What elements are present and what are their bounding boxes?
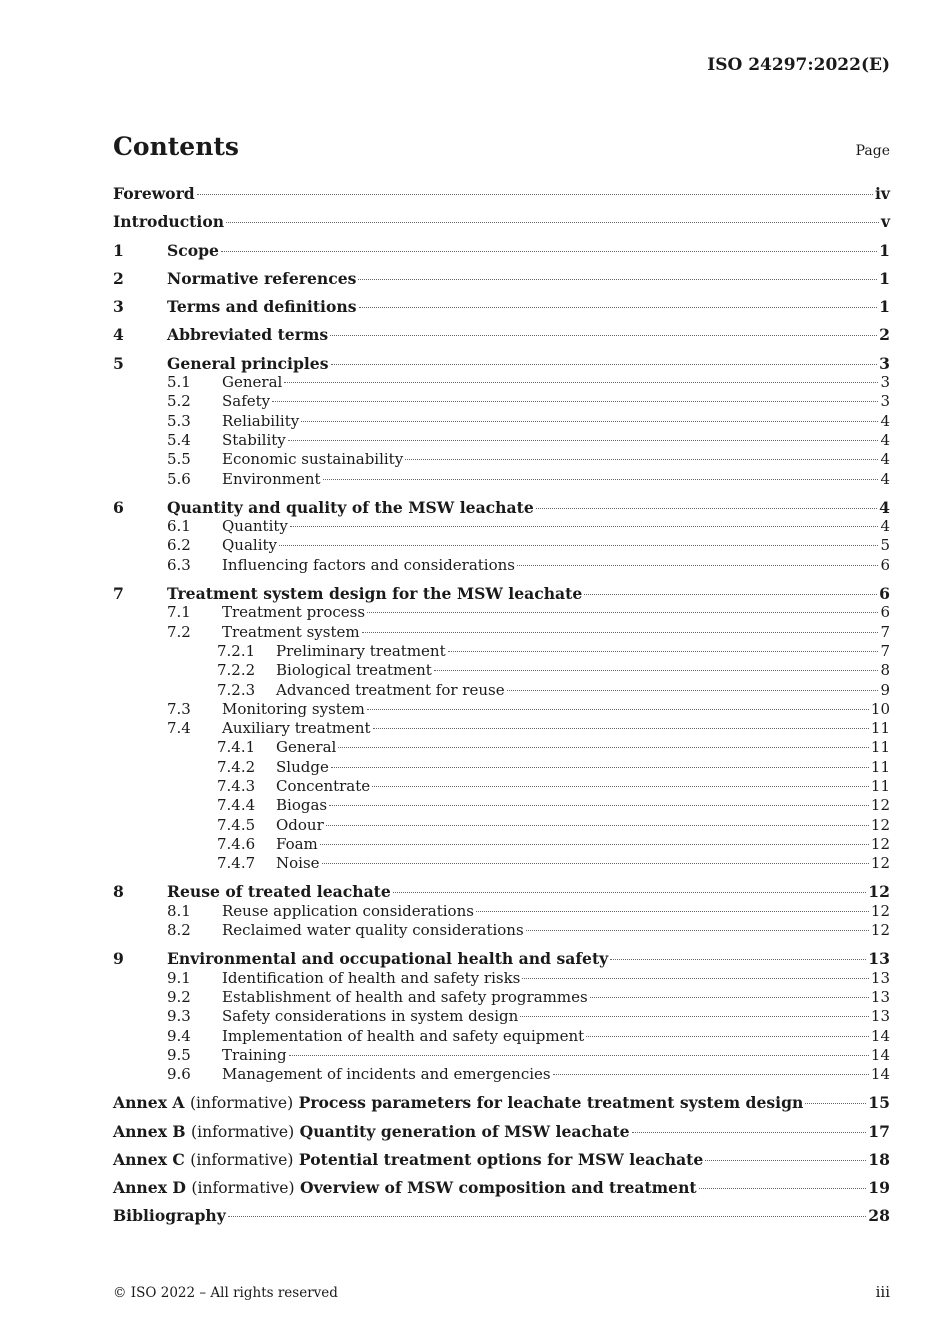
toc-entry-number: 6 <box>113 497 124 517</box>
toc-entry[interactable] <box>113 642 890 661</box>
toc-entry-number: 7.4.2 <box>217 757 256 776</box>
toc-entry[interactable] <box>113 1178 890 1197</box>
toc-entry-page: iv <box>875 184 890 203</box>
toc-entry-page: 4 <box>880 430 890 449</box>
footer-page-number: iii <box>875 1283 890 1301</box>
toc-entry-title: Quantity <box>222 517 288 536</box>
toc-entry[interactable] <box>113 184 890 203</box>
toc-entry-number: 5.3 <box>167 411 191 430</box>
toc-entry[interactable] <box>113 988 890 1007</box>
annex-title: Overview of MSW composition and treatment <box>300 1178 697 1198</box>
dot-leader <box>522 978 869 979</box>
toc-entry-title: Bibliography <box>113 1206 226 1226</box>
toc-entry-number: 7.4.1 <box>217 738 256 757</box>
toc-entry-title: Environmental and occupational health and safety <box>167 949 609 969</box>
toc-entry-page: 14 <box>870 1065 890 1084</box>
toc-entry-page: 12 <box>870 796 890 815</box>
toc-entry-number: 5.5 <box>167 450 191 469</box>
toc-entry[interactable] <box>113 969 890 988</box>
toc-entry-title: Advanced treatment for reuse <box>276 680 505 699</box>
toc-entry-title <box>113 1178 697 1198</box>
toc-entry-title: Training <box>222 1045 287 1064</box>
annex-qualifier: (informative) <box>191 1179 295 1198</box>
toc-entry-title: Abbreviated terms <box>167 325 329 345</box>
toc-entry-number: 4 <box>113 325 124 345</box>
dot-leader <box>373 728 869 729</box>
toc-entry[interactable] <box>113 269 890 288</box>
toc-entry-title: Concentrate <box>276 776 371 795</box>
toc-entry-page: 11 <box>870 719 890 738</box>
toc-entry-title: Management of incidents and emergencies <box>222 1065 551 1084</box>
toc-entry[interactable] <box>113 700 890 719</box>
annex-qualifier: (informative) <box>189 1094 294 1113</box>
toc-entry-number: 7.4.7 <box>217 854 256 873</box>
toc-entry[interactable] <box>113 623 890 642</box>
toc-entry-title: Implementation of health and safety equipment <box>222 1026 585 1045</box>
toc-entry-title: Monitoring system <box>222 699 365 718</box>
toc-entry[interactable] <box>113 373 890 392</box>
dot-leader <box>367 709 869 710</box>
toc-entry-page: 19 <box>868 1178 890 1198</box>
toc-entry-title: Economic sustainability <box>222 450 404 469</box>
toc-entry[interactable] <box>113 1046 890 1065</box>
dot-leader <box>322 863 869 864</box>
dot-leader <box>367 612 878 613</box>
toc-entry-page: 13 <box>870 1007 890 1026</box>
toc-entry[interactable] <box>113 556 890 575</box>
toc-entry-number: 7.2 <box>167 622 191 641</box>
toc-entry-number: 5.1 <box>167 373 191 392</box>
toc-entry-title: General <box>222 373 283 392</box>
toc-entry[interactable] <box>113 584 890 603</box>
toc-entry-page: 3 <box>880 392 890 411</box>
toc-entry[interactable] <box>113 816 890 835</box>
toc-entry-title: Terms and definitions <box>167 297 357 317</box>
dot-leader <box>699 1188 867 1189</box>
dot-leader <box>331 767 869 768</box>
dot-leader <box>331 364 878 365</box>
dot-leader <box>805 1103 866 1104</box>
toc-entry-number: 7.2.1 <box>217 641 256 660</box>
dot-leader <box>228 1216 867 1217</box>
dot-leader <box>320 844 869 845</box>
toc-entry-page: 15 <box>868 1093 890 1113</box>
dot-leader <box>586 1036 869 1037</box>
toc-entry-page: 7 <box>880 641 890 660</box>
toc-entry-page: 13 <box>870 968 890 987</box>
toc-entry[interactable] <box>113 1122 890 1141</box>
toc-entry[interactable] <box>113 392 890 411</box>
toc-entry-page: 6 <box>880 555 890 574</box>
annex-label: Annex A <box>113 1093 185 1113</box>
toc-entry-title: Auxiliary treatment <box>222 719 371 738</box>
toc-entry-title: Biological treatment <box>276 661 432 680</box>
dot-leader <box>448 651 879 652</box>
annex-title: Quantity generation of MSW leachate <box>299 1121 630 1141</box>
dot-leader <box>590 997 869 998</box>
toc-entry-page: 14 <box>870 1045 890 1064</box>
toc-entry-page: 4 <box>879 497 890 517</box>
toc-entry[interactable] <box>113 470 890 489</box>
toc-entry-title: Preliminary treatment <box>276 641 446 660</box>
toc-entry[interactable] <box>113 1007 890 1026</box>
toc-entry-page: 6 <box>879 583 890 603</box>
toc-entry-number: 7 <box>113 583 124 603</box>
toc-entry[interactable] <box>113 517 890 536</box>
toc-entry-page: 13 <box>870 987 890 1006</box>
toc-entry-title: Treatment system <box>222 622 360 641</box>
annex-title: Potential treatment options for MSW leachate <box>298 1149 704 1169</box>
dot-leader <box>705 1160 866 1161</box>
toc-entry-page: 12 <box>870 834 890 853</box>
toc-entry-number: 5.6 <box>167 469 191 488</box>
dot-leader <box>536 508 877 509</box>
toc-entry-title: Scope <box>167 240 219 260</box>
toc-entry[interactable] <box>113 412 890 431</box>
toc-entry-page: 28 <box>868 1206 890 1226</box>
toc-entry-title: Reliability <box>222 411 300 430</box>
annex-label: Annex D <box>113 1178 186 1198</box>
toc-entry-page: 18 <box>868 1149 890 1169</box>
toc-entry[interactable] <box>113 882 890 901</box>
toc-entry[interactable] <box>113 796 890 815</box>
toc-entry-number: 7.2.2 <box>217 661 256 680</box>
toc-entry-title: Odour <box>276 815 324 834</box>
toc-entry[interactable] <box>113 661 890 680</box>
dot-leader <box>393 892 867 893</box>
toc-entry-title: General <box>276 738 337 757</box>
toc-entry-page: 12 <box>870 854 890 873</box>
toc-entry-number: 6.1 <box>167 517 191 536</box>
toc-entry[interactable] <box>113 1206 890 1225</box>
contents-heading: Contents <box>113 132 240 161</box>
dot-leader <box>226 222 879 223</box>
dot-leader <box>520 1016 869 1017</box>
toc-entry-number: 7.4.6 <box>217 834 256 853</box>
toc-entry-number: 9.4 <box>167 1026 191 1045</box>
dot-leader <box>405 459 878 460</box>
toc-entry-page: 14 <box>870 1026 890 1045</box>
toc-entry[interactable] <box>113 758 890 777</box>
annex-title: Process parameters for leachate treatment system design <box>298 1093 804 1113</box>
toc-entry-title: Foam <box>276 834 318 853</box>
dot-leader <box>326 825 869 826</box>
toc-entry-page: 17 <box>868 1121 890 1141</box>
dot-leader <box>476 911 869 912</box>
toc-entry-number: 8.1 <box>167 901 191 920</box>
toc-entry-page: 10 <box>870 699 890 718</box>
toc-entry-title: Biogas <box>276 796 328 815</box>
toc-entry[interactable] <box>113 854 890 873</box>
annex-qualifier: (informative) <box>190 1150 294 1169</box>
toc-entry-page: 12 <box>868 882 890 902</box>
toc-entry-page: 8 <box>880 661 890 680</box>
toc-entry-title: Quantity and quality of the MSW leachate <box>167 497 534 517</box>
toc-entry-title: Treatment system design for the MSW leachate <box>167 583 583 603</box>
page-column-label: Page <box>855 143 890 159</box>
toc-entry-page: 4 <box>880 517 890 536</box>
toc-entry-number: 9 <box>113 949 124 969</box>
toc-entry-number: 7.2.3 <box>217 680 256 699</box>
toc-entry-title: Sludge <box>276 757 329 776</box>
toc-entry-title: Reclaimed water quality considerations <box>222 921 524 940</box>
toc-entry-number: 1 <box>113 240 124 260</box>
toc-entry-title: Normative references <box>167 268 357 288</box>
dot-leader <box>288 440 879 441</box>
dot-leader <box>526 930 869 931</box>
toc-entry-number: 9.1 <box>167 968 191 987</box>
toc-entry-title: Foreword <box>113 184 195 203</box>
dot-leader <box>372 786 869 787</box>
annex-label: Annex C <box>113 1149 185 1169</box>
toc-entry[interactable] <box>113 921 890 940</box>
toc-entry-title: Introduction <box>113 212 225 232</box>
toc-entry[interactable] <box>113 241 890 260</box>
toc-entry-page: 13 <box>868 949 890 969</box>
toc-entry-page: 6 <box>880 603 890 622</box>
toc-entry-number: 7.4.3 <box>217 776 256 795</box>
toc-entry[interactable] <box>113 719 890 738</box>
dot-leader <box>279 545 878 546</box>
dot-leader <box>358 279 877 280</box>
dot-leader <box>584 594 877 595</box>
toc-entry[interactable] <box>113 738 890 757</box>
toc-entry[interactable] <box>113 212 890 231</box>
toc-entry-number: 8.2 <box>167 921 191 940</box>
toc-entry[interactable] <box>113 450 890 469</box>
toc-entry-page: v <box>880 212 890 232</box>
toc-entry[interactable] <box>113 681 890 700</box>
toc-entry[interactable] <box>113 949 890 968</box>
dot-leader <box>553 1074 869 1075</box>
toc-entry-title: Identification of health and safety risks <box>222 968 521 987</box>
dot-leader <box>338 747 869 748</box>
toc-entry-number: 6.3 <box>167 555 191 574</box>
dot-leader <box>272 401 878 402</box>
dot-leader <box>284 382 878 383</box>
document-id: ISO 24297:2022(E) <box>707 55 890 75</box>
dot-leader <box>301 421 878 422</box>
dot-leader <box>221 251 877 252</box>
toc-entry-page: 1 <box>879 240 890 260</box>
toc-entry-number: 3 <box>113 297 124 317</box>
toc-entry-page: 11 <box>870 738 890 757</box>
toc-entry-number: 9.6 <box>167 1065 191 1084</box>
toc-entry-number: 9.5 <box>167 1045 191 1064</box>
toc-entry-title <box>113 1093 803 1113</box>
toc-entry-page: 9 <box>880 680 890 699</box>
footer-copyright: © ISO 2022 – All rights reserved <box>113 1285 338 1301</box>
toc-entry-number: 7.4.4 <box>217 796 256 815</box>
toc-entry-page: 3 <box>880 373 890 392</box>
toc-entry-number: 6.2 <box>167 536 191 555</box>
toc-entry-title: Treatment process <box>222 603 366 622</box>
dot-leader <box>323 479 879 480</box>
toc-entry-page: 11 <box>870 757 890 776</box>
dot-leader <box>359 307 878 308</box>
toc-entry-page: 1 <box>879 297 890 317</box>
toc-entry-title: Reuse application considerations <box>222 901 474 920</box>
toc-entry-title: Environment <box>222 469 321 488</box>
toc-entry-number: 7.1 <box>167 603 191 622</box>
toc-entry-title: Stability <box>222 430 286 449</box>
toc-entry-page: 2 <box>879 325 890 345</box>
toc-entry-page: 5 <box>880 536 890 555</box>
toc-entry[interactable] <box>113 354 890 373</box>
toc-entry[interactable] <box>113 777 890 796</box>
toc-entry-title: Safety <box>222 392 271 411</box>
toc-entry[interactable] <box>113 431 890 450</box>
toc-entry-number: 7.3 <box>167 699 191 718</box>
dot-leader <box>507 690 879 691</box>
dot-leader <box>610 959 866 960</box>
dot-leader <box>329 805 869 806</box>
toc-entry-page: 4 <box>880 469 890 488</box>
toc-entry-page: 4 <box>880 450 890 469</box>
toc-entry-number: 5.4 <box>167 430 191 449</box>
dot-leader <box>197 194 873 195</box>
dot-leader <box>434 670 879 671</box>
toc-entry[interactable] <box>113 498 890 517</box>
toc-entry[interactable] <box>113 536 890 555</box>
toc-entry-title <box>113 1150 703 1170</box>
toc-entry-title: Safety considerations in system design <box>222 1007 519 1026</box>
toc-entry[interactable] <box>113 1150 890 1169</box>
toc-entry-page: 12 <box>870 815 890 834</box>
toc-entry[interactable] <box>113 603 890 622</box>
toc-entry-title: Quality <box>222 536 277 555</box>
toc-entry-title: Noise <box>276 854 320 873</box>
dot-leader <box>330 335 877 336</box>
dot-leader <box>632 1132 867 1133</box>
annex-label: Annex B <box>113 1121 186 1141</box>
toc-entry-page: 12 <box>870 901 890 920</box>
toc-entry[interactable] <box>113 297 890 316</box>
toc-entry-number: 7.4.5 <box>217 815 256 834</box>
toc-entry-number: 5 <box>113 353 124 373</box>
toc-entry[interactable] <box>113 325 890 344</box>
table-of-contents <box>113 184 890 1226</box>
toc-entry-number: 7.4 <box>167 719 191 738</box>
toc-entry-number: 2 <box>113 268 124 288</box>
toc-entry-number: 9.3 <box>167 1007 191 1026</box>
toc-entry[interactable] <box>113 902 890 921</box>
dot-leader <box>290 526 879 527</box>
toc-entry-page: 3 <box>879 353 890 373</box>
toc-entry-title: Influencing factors and considerations <box>222 555 515 574</box>
toc-entry-page: 4 <box>880 411 890 430</box>
toc-entry[interactable] <box>113 835 890 854</box>
toc-entry-title: Establishment of health and safety programmes <box>222 987 588 1006</box>
toc-entry[interactable] <box>113 1027 890 1046</box>
toc-entry-page: 1 <box>879 268 890 288</box>
toc-entry-number: 5.2 <box>167 392 191 411</box>
annex-qualifier: (informative) <box>191 1122 295 1141</box>
toc-entry-page: 12 <box>870 921 890 940</box>
dot-leader <box>517 565 878 566</box>
toc-entry-title <box>113 1122 630 1142</box>
toc-entry-title: Reuse of treated leachate <box>167 882 391 902</box>
toc-entry-title: General principles <box>167 353 329 373</box>
toc-entry[interactable] <box>113 1093 890 1112</box>
toc-entry-number: 9.2 <box>167 987 191 1006</box>
toc-entry-page: 11 <box>870 776 890 795</box>
toc-entry-number: 8 <box>113 882 124 902</box>
dot-leader <box>289 1055 869 1056</box>
toc-entry[interactable] <box>113 1065 890 1084</box>
dot-leader <box>362 632 879 633</box>
toc-entry-page: 7 <box>880 622 890 641</box>
